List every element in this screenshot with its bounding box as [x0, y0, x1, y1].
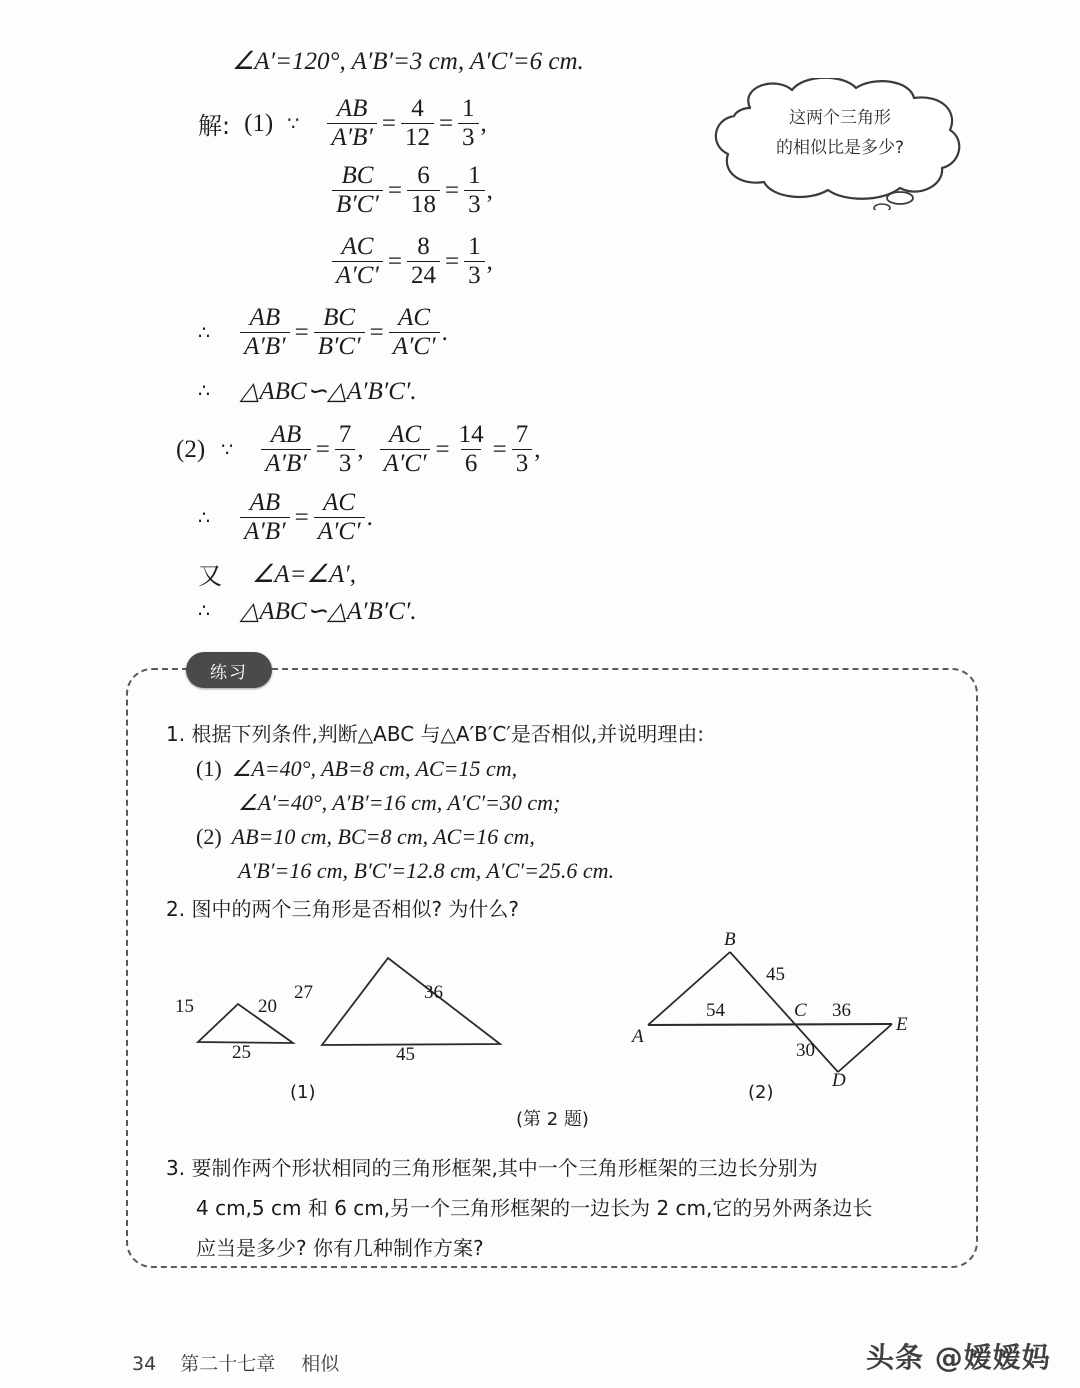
therefore-symbol-2: ∴ [198, 380, 211, 402]
comma-3: , [486, 247, 493, 275]
question-3-line-2: 4 cm,5 cm 和 6 cm,另一个三角形框架的一边长为 2 cm,它的另外两条边长 [196, 1196, 873, 1220]
fraction-14-6: $\frac{14}{6}$ [458, 421, 484, 478]
part2-chain-frac-1: $\frac{AB}{A'B'}$ [240, 490, 289, 546]
chapter-title: 相似 [301, 1353, 340, 1375]
small-triangle-base-25: 25 [232, 1042, 251, 1063]
fraction-1-3-c: $\frac{1}{3}$ [464, 234, 485, 290]
point-label-A: A [632, 1026, 644, 1047]
small-triangle-side-15: 15 [175, 996, 194, 1017]
ratio-ac-over-apcp: $\frac{AC}{A'C'}$ [332, 234, 383, 290]
figure-2-caption: (第 2 题) [516, 1109, 589, 1130]
solution-part1-line2: $\frac{BC}{B'C'}$ = $\frac{6}{18}$ = $\frac{1}{3}$ , [330, 163, 493, 219]
therefore-symbol-4: ∴ [198, 600, 211, 622]
solution-part2-line2: ∴ $\frac{AB}{A'B'}$ = $\frac{AC}{A'C'}$ . [198, 489, 373, 546]
comma-2: , [486, 176, 493, 204]
practice-badge [186, 652, 272, 688]
page-number: 34 [132, 1353, 157, 1375]
question-3-line-1: 3. 要制作两个形状相同的三角形框架,其中一个三角形框架的三边长分别为 [166, 1156, 818, 1180]
figure-2-1-label: (1) [290, 1082, 316, 1103]
thought-bubble-text [732, 104, 948, 164]
figure-2-2 [620, 928, 920, 1091]
chapter-number: 第二十七章 [180, 1353, 276, 1375]
sub1-line-a: ∠A=40°, AB=8 cm, AC=15 cm, [231, 756, 518, 781]
angle-equality: ∠A=∠A′, [252, 560, 356, 588]
solution-part1-chain: ∴ $\frac{AB}{A'B'}$ = $\frac{BC}{B'C'}$ = $\frac{AC}{A'C'}$ . [198, 304, 448, 361]
question-3-line-3: 应当是多少? 你有几种制作方案? [196, 1236, 484, 1260]
sub2-line-b: A′B′=16 cm, B′C′=12.8 cm, A′C′=25.6 cm. [238, 858, 615, 883]
fraction-7-3-a: $\frac{7}{3}$ [335, 422, 356, 478]
ratio-ab-over-apbp-2: $\frac{AB}{A'B'}$ [261, 422, 310, 478]
chain-frac-2: $\frac{BC}{B'C'}$ [314, 305, 365, 361]
question-1-stem: 1. 根据下列条件,判断△ABC 与△A′B′C′是否相似,并说明理由: [166, 722, 705, 746]
sub1-tag: (1) [196, 756, 222, 781]
large-triangle-base-45: 45 [396, 1044, 415, 1065]
because-symbol-2: ∵ [221, 438, 234, 461]
watermark: 头条 @嫒嫒妈 [866, 1341, 1051, 1374]
chain-frac-3: $\frac{AC}{A'C'}$ [389, 305, 440, 361]
bubble-line-1: 这两个三角形 [789, 108, 891, 128]
similarity-statement-2: △ABC∽△A′B′C′. [240, 598, 417, 625]
point-label-D: D [832, 1070, 846, 1091]
fraction-6-18: $\frac{6}{18}$ [407, 163, 440, 219]
figure-2-1-drawing [180, 940, 520, 1060]
large-triangle-side-27: 27 [294, 982, 313, 1003]
comma-1: , [480, 109, 487, 137]
point-label-C: C [794, 1000, 807, 1021]
sub2-tag: (2) [196, 824, 222, 849]
sub2-line-a: AB=10 cm, BC=8 cm, AC=16 cm, [231, 824, 535, 849]
also-label: 又 [198, 562, 222, 590]
thought-bubble [704, 78, 976, 210]
length-label-CD-30: 30 [796, 1040, 815, 1061]
solution-part2-conclusion [198, 596, 417, 626]
part2-chain-frac-2: $\frac{AC}{A'C'}$ [314, 490, 365, 546]
solution-part1-line1: 解: (1) ∵ $\frac{AB}{A'B'}$ = $\frac{4}{12}$ = $\frac{1}{3}$ , [198, 95, 487, 152]
small-triangle-side-20: 20 [258, 996, 277, 1017]
period-2: . [366, 503, 373, 531]
therefore-symbol-1: ∴ [198, 321, 211, 344]
page-footer [132, 1349, 339, 1376]
solution-part1-line3: $\frac{AC}{A'C'}$ = $\frac{8}{24}$ = $\frac{1}{3}$ , [330, 234, 493, 290]
fraction-4-12: $\frac{4}{12}$ [401, 96, 434, 152]
fraction-8-24: $\frac{8}{24}$ [407, 234, 440, 290]
ratio-ab-over-apbp: $\frac{AB}{A'B'}$ [327, 96, 376, 152]
question-2-stem: 2. 图中的两个三角形是否相似? 为什么? [166, 897, 520, 921]
fraction-7-3-b: $\frac{7}{3}$ [512, 422, 533, 478]
solution-part2-line1: (2) ∵ $\frac{AB}{A'B'}$ = $\frac{7}{3}$ , $\frac{AC}{A'C'}$ = $\frac{14}{6}$ = $\frac{7}{3}$ , [176, 421, 541, 478]
therefore-symbol-3: ∴ [198, 506, 211, 529]
practice-badge-label: 练习 [210, 662, 248, 683]
figure-2-2-drawing [620, 928, 920, 1088]
length-label-BC-45: 45 [766, 964, 785, 985]
solution-part1-conclusion [198, 376, 417, 406]
bubble-line-2: 的相似比是多少? [775, 137, 905, 158]
because-symbol-1: ∵ [287, 112, 300, 135]
solution-part2-angles [198, 556, 356, 591]
part2-tag: (2) [176, 435, 206, 463]
length-label-AC-54: 54 [706, 1000, 725, 1021]
figure-2-2-label: (2) [748, 1082, 774, 1103]
chain-frac-1: $\frac{AB}{A'B'}$ [240, 305, 289, 361]
fraction-1-3-b: $\frac{1}{3}$ [464, 163, 485, 219]
fraction-1-3-a: $\frac{1}{3}$ [458, 96, 479, 152]
point-label-B: B [724, 929, 736, 950]
ratio-bc-over-bpcp: $\frac{BC}{B'C'}$ [332, 163, 383, 219]
comma-5: , [534, 435, 541, 463]
figure-2-1 [175, 940, 520, 1065]
large-triangle-side-36: 36 [424, 982, 443, 1003]
period-1: . [441, 318, 448, 346]
similarity-statement-1: △ABC∽△A′B′C′. [240, 378, 417, 405]
point-label-E: E [896, 1014, 908, 1035]
solution-label: 解: [198, 112, 231, 141]
sub1-line-b: ∠A′=40°, A′B′=16 cm, A′C′=30 cm; [238, 790, 561, 815]
ratio-ac-over-apcp-2: $\frac{AC}{A'C'}$ [380, 422, 431, 478]
comma-4: , [357, 435, 364, 463]
given-condition: ∠A′=120°, A′B′=3 cm, A′C′=6 cm. [232, 48, 584, 75]
part1-tag: (1) [244, 109, 274, 137]
question-1-sub2 [196, 824, 535, 850]
length-label-CE-36: 36 [832, 1000, 851, 1021]
question-1-sub1 [196, 756, 517, 782]
